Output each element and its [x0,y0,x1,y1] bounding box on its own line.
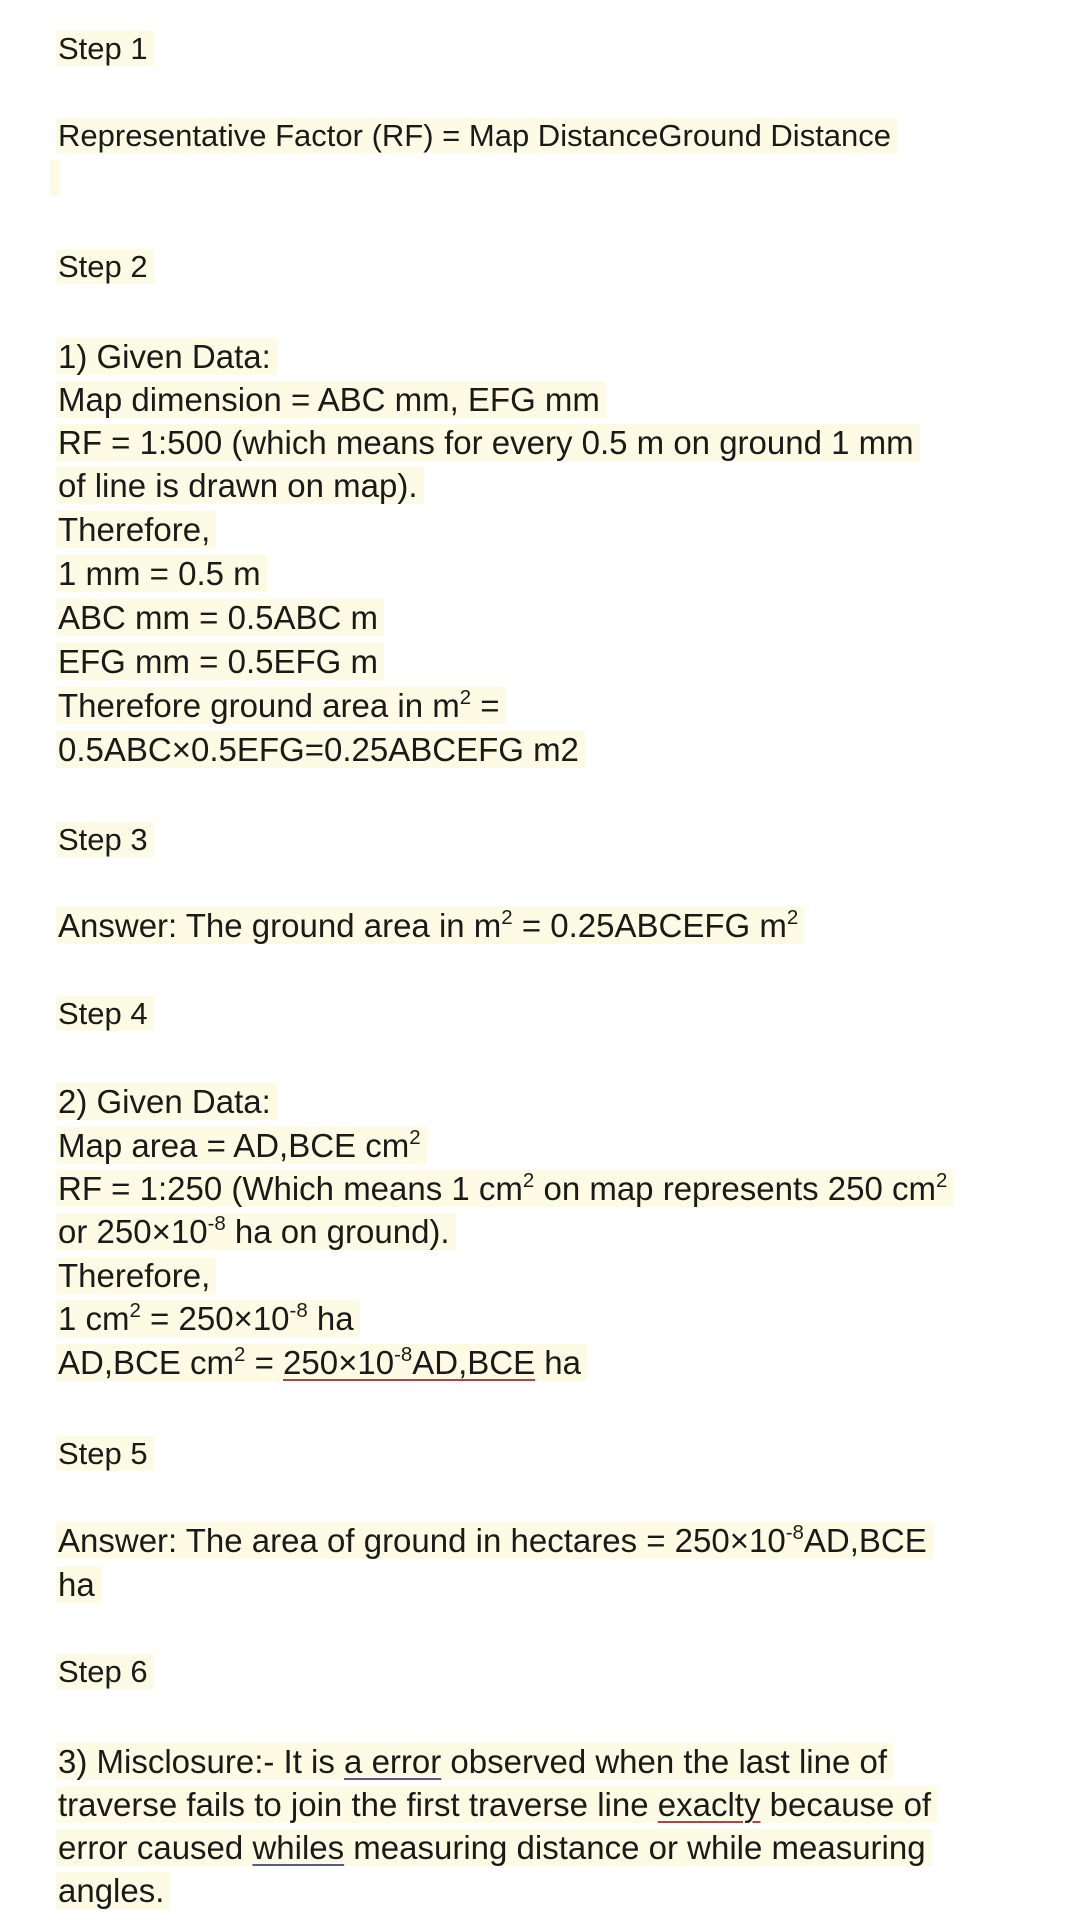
eq-abc: ABC mm = 0.5ABC m [56,596,384,640]
step3-heading: Step 3 [56,818,154,862]
step5-heading: Step 5 [56,1432,154,1476]
rf-500-line2: of line is drawn on map). [56,464,424,508]
misclosure-line2: traverse fails to join the first traverse line exaclty because of [56,1783,937,1827]
eq-1cm2: 1 $cm^2 = 250\times 10^{-8}$ ha [56,1297,360,1341]
step6-heading: Step 6 [56,1650,154,1694]
rf-500-line1: RF = 1:500 (which means for every 0.5 m on ground 1 mm [56,421,920,465]
underline-whiles: whiles [252,1829,345,1866]
eq-1mm: 1 mm = 0.5 m [56,552,267,596]
answer-2-line1: Answer: The area of ground in hectares = $250\times 10^{-8}AD,BCE$ [56,1519,933,1563]
given-data-2: 2) Given Data: [56,1080,277,1124]
misclosure-line3: error caused whiles measuring distance or while measuring [56,1826,932,1870]
rf-formula: Representative Factor (RF) = Map DistanceGround Distance [56,114,897,158]
ground-area-label: Therefore ground area in $m^2$ = [56,684,506,728]
step4-heading: Step 4 [56,992,154,1036]
misclosure-line4: angles. [56,1869,170,1913]
rf-250-line2: or $250\times 10^{-8}$ ha on ground). [56,1210,456,1254]
formula-fraction-stub [50,160,60,196]
therefore-1: Therefore, [56,508,216,552]
underline-exaclty: exaclty [657,1786,761,1823]
rf-250-line1: RF = 1:250 (Which means 1 $cm^2$ on map represents 250 $cm^2$ [56,1167,953,1211]
therefore-2: Therefore, [56,1254,216,1298]
given-data-1: 1) Given Data: [56,335,277,379]
step2-heading: Step 2 [56,245,154,289]
underlined-expression: $250\times 10^{-8}AD,BCE$ [283,1342,536,1381]
eq-efg: EFG mm = 0.5EFG m [56,640,384,684]
step1-heading: Step 1 [56,27,154,71]
misclosure-line1: 3) Misclosure:- It is a error observed when the last line of [56,1740,893,1784]
answer-1: Answer: The ground area in $m^2$ = 0.25ABCEFG $m^2$ [56,904,804,948]
ground-area-calc: 0.5ABC×0.5EFG=0.25ABCEFG m2 [56,728,585,772]
answer-2-line2: ha [56,1563,101,1607]
map-dimension: Map dimension = ABC mm, EFG mm [56,378,606,422]
underline-a-error: a error [344,1743,442,1780]
eq-adbce: AD,BCE $cm^2 = 250\times 10^{-8}AD,BCE$ ha [56,1341,587,1385]
map-area: Map area = AD,BCE $cm^2$ [56,1124,427,1168]
